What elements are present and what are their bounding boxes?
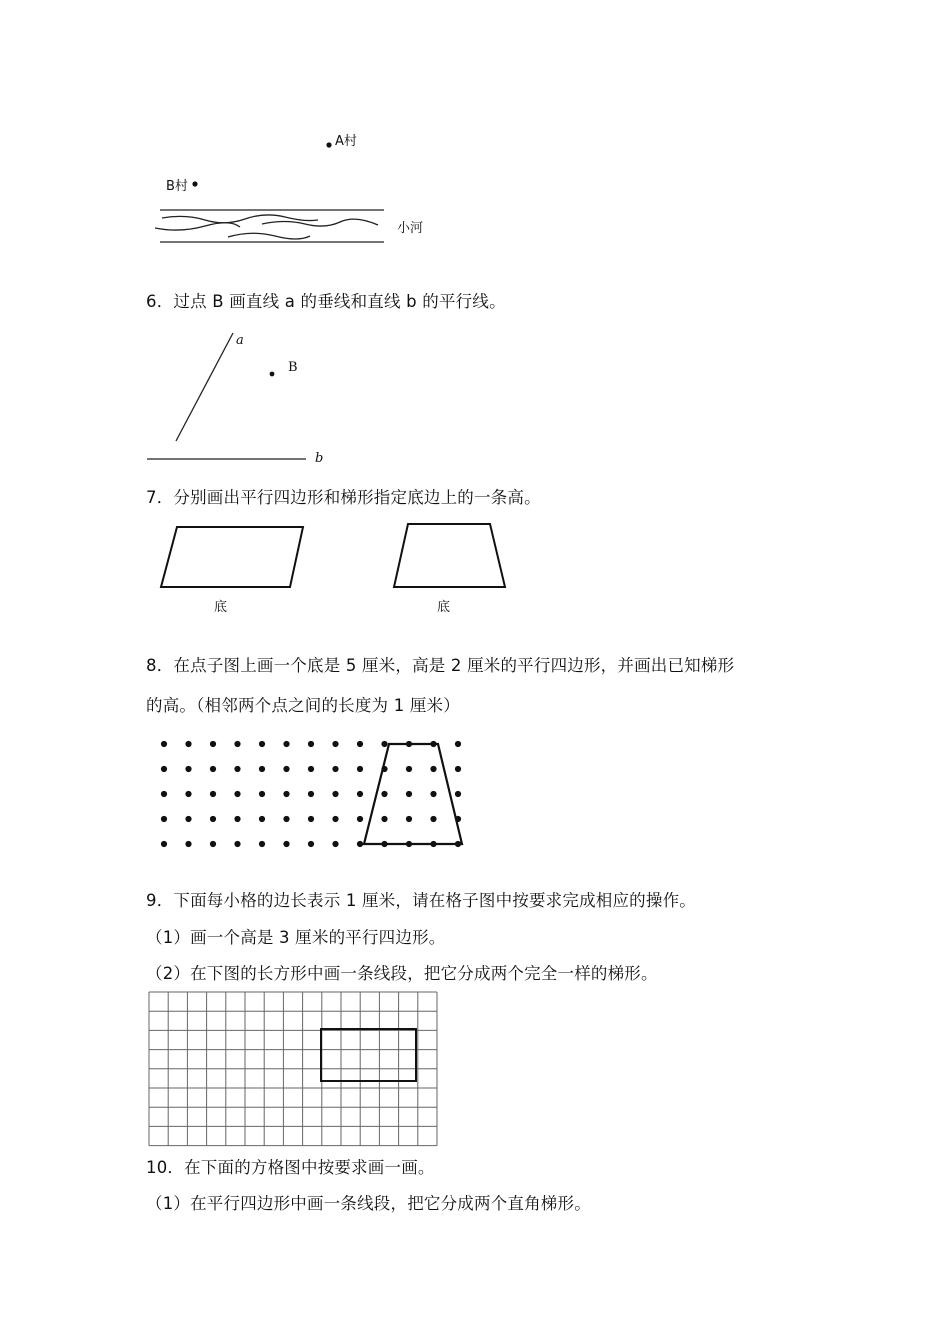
question-7-text: 7．分别画出平行四边形和梯形指定底边上的一条高。 bbox=[146, 488, 541, 507]
question-10-sub-1: （1）在平行四边形中画一条线段，把它分成两个直角梯形。 bbox=[146, 1194, 591, 1213]
question-9-text: 9．下面每小格的边长表示 1 厘米，请在格子图中按要求完成相应的操作。 bbox=[146, 891, 696, 910]
square-grid bbox=[149, 992, 437, 1146]
point-b-label: B bbox=[288, 360, 298, 375]
question-8-line-2: 的高。（相邻两个点之间的长度为 1 厘米） bbox=[146, 696, 460, 715]
question-6-text: 6．过点 B 画直线 a 的垂线和直线 b 的平行线。 bbox=[146, 292, 506, 311]
line-a-label: a bbox=[236, 333, 244, 348]
question-10-text: 10．在下面的方格图中按要求画一画。 bbox=[146, 1158, 435, 1177]
parallelogram-base-label: 底 bbox=[214, 600, 228, 615]
question-9-sub-2: （2）在下图的长方形中画一条线段，把它分成两个完全一样的梯形。 bbox=[146, 964, 658, 983]
line-b-label: b bbox=[315, 451, 324, 466]
village-a-label: A村 bbox=[335, 134, 357, 149]
question-9-sub-1: （1）画一个高是 3 厘米的平行四边形。 bbox=[146, 928, 446, 947]
question-8-line-1: 8．在点子图上画一个底是 5 厘米，高是 2 厘米的平行四边形，并画出已知梯形 bbox=[146, 656, 735, 675]
trapezoid-base-label: 底 bbox=[437, 600, 451, 615]
river-label: 小河 bbox=[397, 221, 424, 236]
grid-rectangle bbox=[321, 1029, 416, 1081]
village-b-label: B村 bbox=[166, 179, 188, 194]
